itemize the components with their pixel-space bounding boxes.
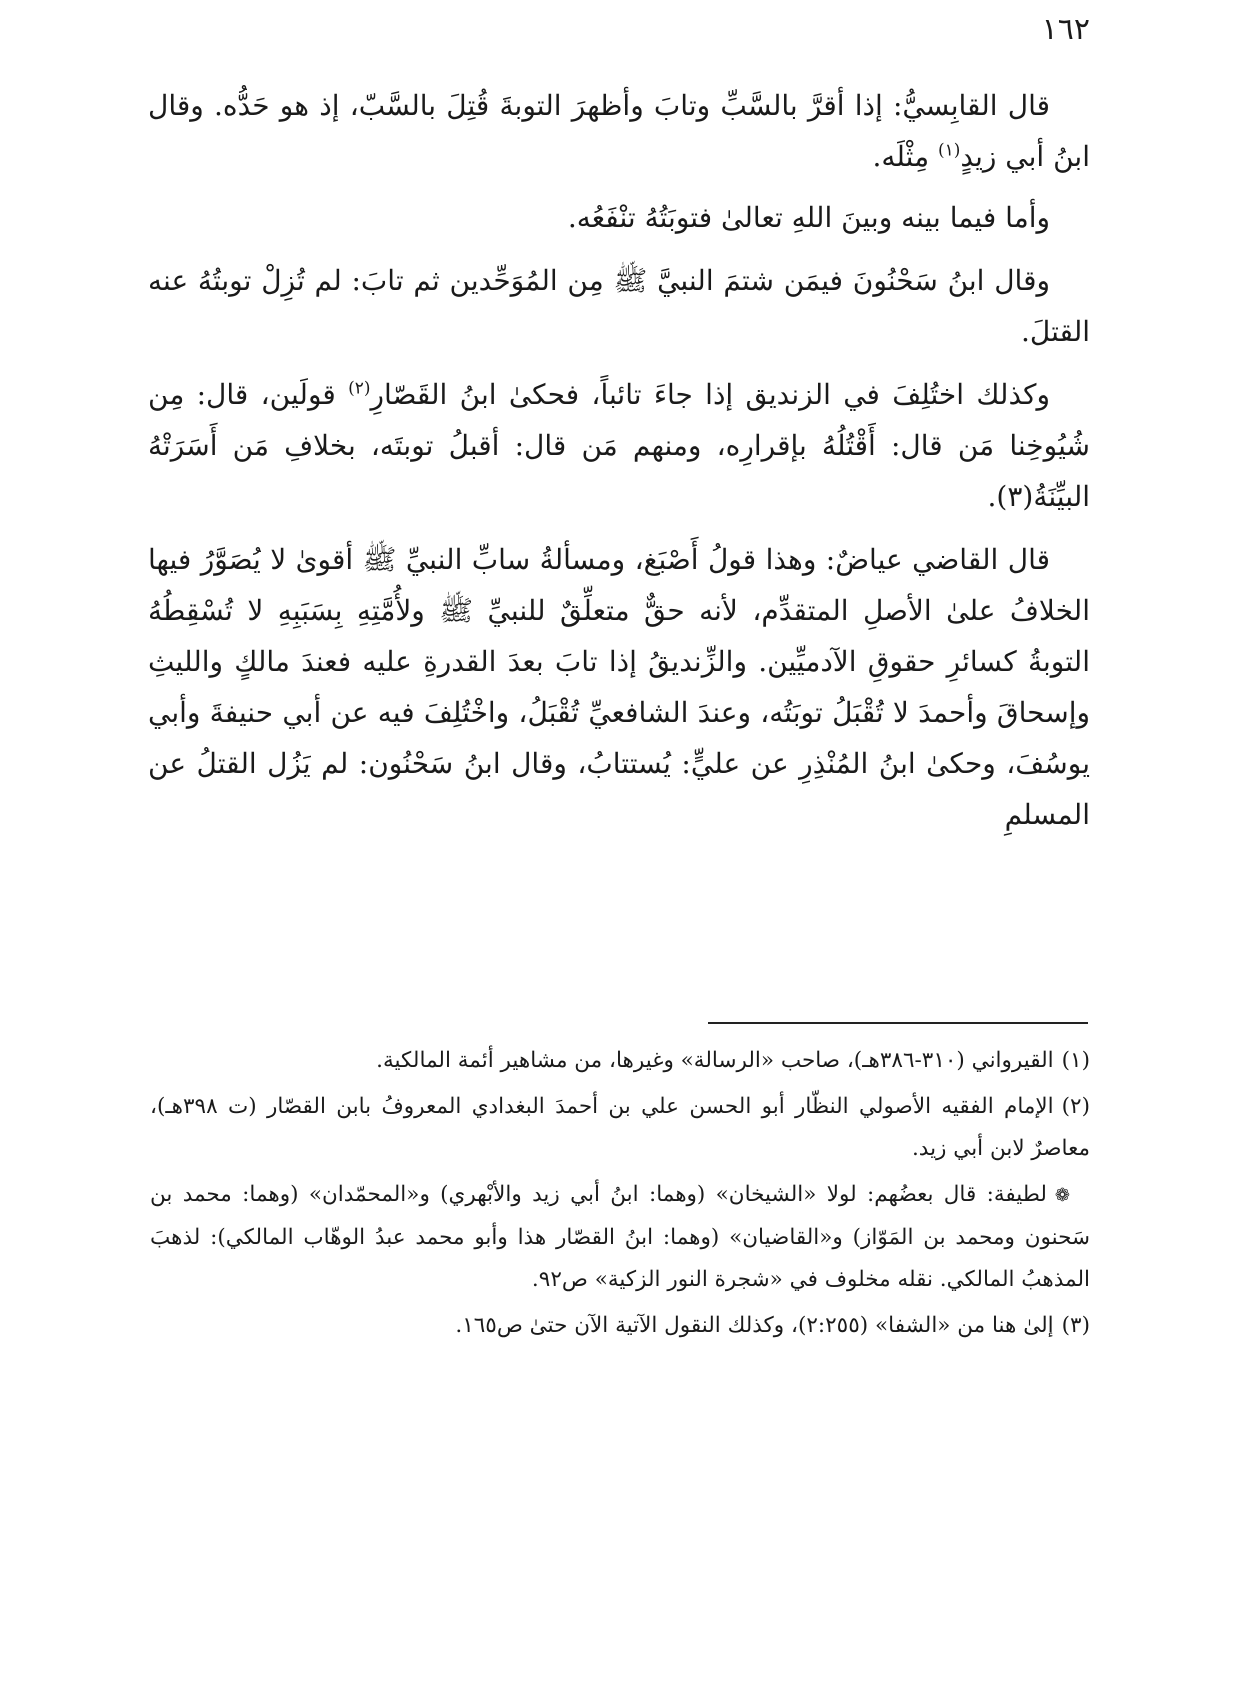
paragraph-text-continued: قولَين، قال: مِن شُيُوخِنا مَن قال: أَقْتُلُهُ بإقرارِه، ومنهم مَن قال: أقبلُ توبتَه، بخلافِ مَن أَسَرَتْهُ البيِّنَةُ(٣). [148, 378, 1090, 513]
footnote-3 [150, 1305, 1090, 1347]
footnote-number: (١) [1061, 1048, 1090, 1073]
paragraph-ibn-sahnun [148, 255, 1090, 357]
footnote-ref: (٢) [348, 378, 371, 399]
footnote-1 [150, 1040, 1090, 1082]
footnote-text: القيرواني (٣١٠-٣٨٦هـ)، صاحب «الرسالة» وغيرها، من مشاهير أئمة المالكية. [376, 1048, 1054, 1073]
paragraph-text-continued: مِثْلَه. [872, 140, 938, 173]
footnote-ref: (١) [937, 140, 961, 161]
footnote-2 [150, 1086, 1090, 1170]
flower-icon: ❁ [1054, 1185, 1070, 1206]
paragraph-qabisi [148, 80, 1090, 182]
paragraph-text: قال القابِسيُّ: إذا أقرَّ بالسَّبِّ وتابَ وأظهرَ التوبةَ قُتِلَ بالسَّبّ، إذ هو حَدُّه. وقال ابنُ أبي زيدٍ [148, 89, 1090, 173]
footnote-number: (٢) [1061, 1094, 1090, 1119]
side-note-text: لطيفة: قال بعضُهم: لولا «الشيخان» (وهما: ابنُ أبي زيد والأبْهري) و«المحمّدان» (وهما: محمد بن سَحنون ومحمد بن المَوّاز) و«القاضيان» (وهما: ابنُ القصّار هذا وأبو محمد عبدُ الوهّاب المالكي): لذهبَ المذهبُ المالكي. نقله مخلوف في «شجرة النور الزكية» ص٩٢. [150, 1182, 1090, 1292]
footnote-text: الإمام الفقيه الأصولي النظّار أبو الحسن علي بن أحمدَ البغدادي المعروفُ بابن القصّار (ت ٣٩٨هـ)، معاصرٌ لابن أبي زيد. [150, 1094, 1090, 1161]
paragraph-qadi-iyad [148, 534, 1090, 840]
paragraph-text: قال القاضي عياضٌ: وهذا قولُ أَصْبَغ، ومسألةُ سابِّ النبيِّ ﷺ أقوىٰ لا يُصَوَّرُ فيها الخلافُ علىٰ الأصلِ المتقدِّم، لأنه حقٌّ متعلِّقٌ للنبيِّ ﷺ ولأُمَّتِهِ بِسَبَبِهِ لا تُسْقِطُهُ التوبةُ كسائرِ حقوقِ الآدميِّين. والزِّنديقُ إذا تابَ بعدَ القدرةِ عليه فعندَ مالكٍ والليثِ وإسحاقَ وأحمدَ لا تُقْبَلُ توبَتُه، وعندَ الشافعيِّ تُقْبَلُ، واخْتُلِفَ فيه عن أبي حنيفةَ وأبي يوسُفَ، وحكىٰ ابنُ المُنْذِرِ عن عليٍّ: يُستتابُ، وقال ابنُ سَحْنُون: لم يَزُل القتلُ عن المسلمِ [148, 543, 1090, 831]
footnotes [150, 1040, 1090, 1351]
paragraph-text: وقال ابنُ سَحْنُونَ فيمَن شتمَ النبيَّ ﷺ مِن المُوَحِّدين ثم تابَ: لم تُزِلْ توبتُهُ عنه القتلَ. [148, 264, 1090, 348]
paragraph-text: وأما فيما بينه وبينَ اللهِ تعالىٰ فتوبَتُهُ تنْفَعُه. [567, 201, 1050, 234]
main-text [148, 80, 1090, 852]
paragraph-repentance [148, 192, 1090, 243]
page-number: ١٦٢ [1041, 12, 1090, 47]
footnote-number: (٣) [1061, 1313, 1090, 1338]
paragraph-text: وكذلك اختُلِفَ في الزنديق إذا جاءَ تائباً، فحكىٰ ابنُ القَصّارِ [370, 378, 1050, 411]
footnote-text: إلىٰ هنا من «الشفا» (٢:٢٥٥)، وكذلك النقول الآتية الآن حتىٰ ص١٦٥. [455, 1313, 1054, 1338]
paragraph-zindiq [148, 369, 1090, 522]
footnote-side-note [150, 1174, 1090, 1301]
footnote-separator [708, 1022, 1088, 1024]
